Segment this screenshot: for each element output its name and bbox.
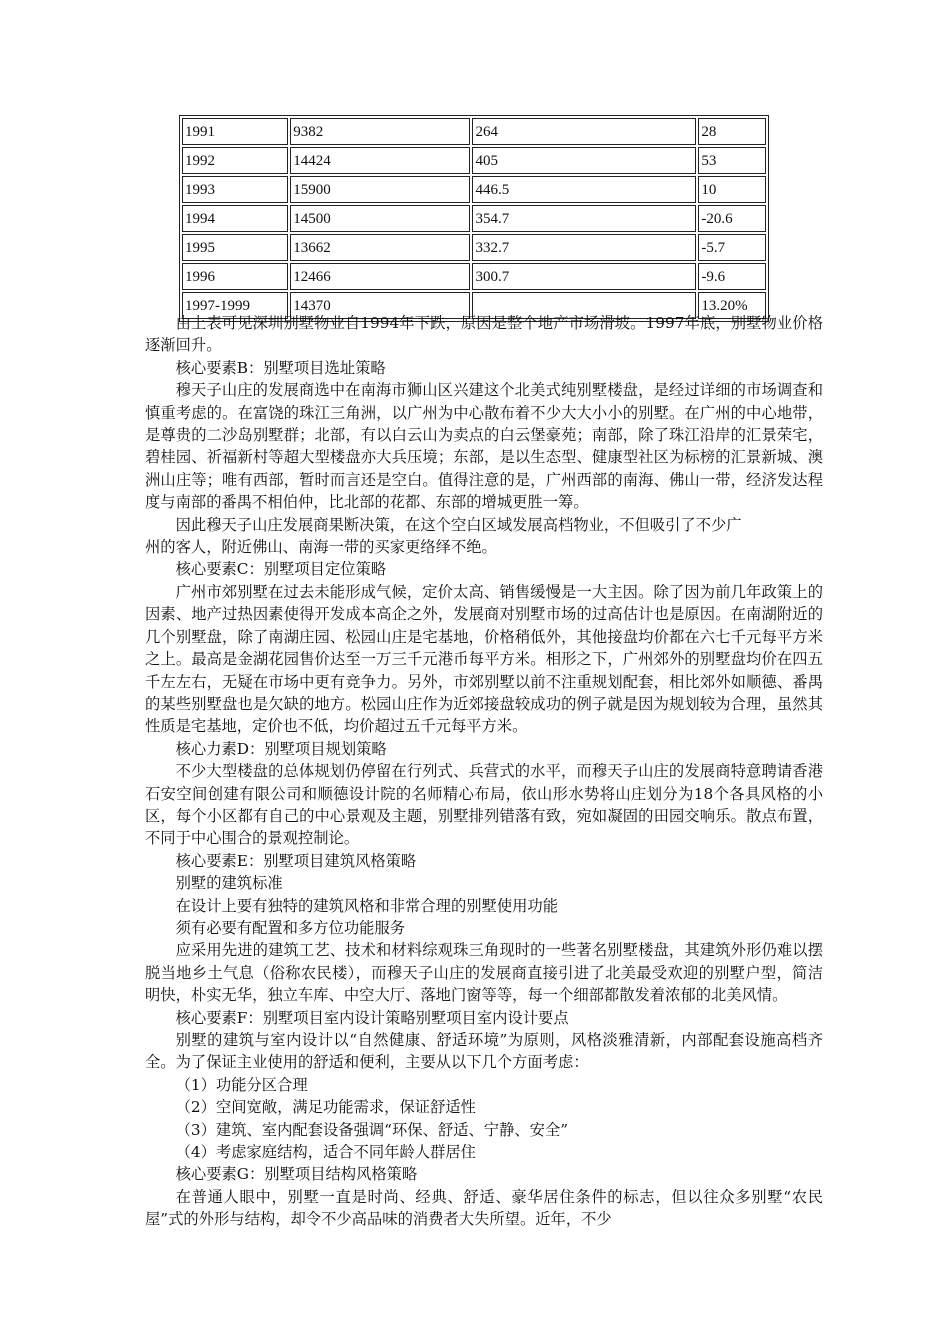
table-cell: 300.7	[472, 263, 696, 290]
paragraph: 不少大型楼盘的总体规划仍停留在行列式、兵营式的水平，而穆天子山庄的发展商特意聘请香港石安空间创建有限公司和顺德设计院的名师精心布局，依山形水势将山庄划分为18个各具风格的小区，每个小区都有自己的中心景观及主题，别墅排列错落有致，宛如凝固的田园交响乐。散点布置，不同于中心围合的景观控制论。	[145, 762, 823, 848]
list-item: （3）建筑、室内配套设备强调“环保、舒适、宁静、安全”	[175, 1120, 569, 1139]
table-cell: 9382	[290, 118, 470, 145]
table-cell: 1996	[182, 263, 288, 290]
table-row	[182, 234, 766, 261]
section-heading: 核心要素F：别墅项目室内设计策略别墅项目室内设计要点	[175, 1008, 569, 1027]
paragraph: 因此穆天子山庄发展商果断决策，在这个空白区域发展高档物业，不但吸引了不少广	[175, 515, 742, 534]
table-cell: 28	[698, 118, 766, 145]
price-table	[179, 115, 769, 322]
table-row	[182, 118, 766, 145]
table-cell: 14500	[290, 205, 470, 232]
table-cell: 13662	[290, 234, 470, 261]
table-cell: 405	[472, 147, 696, 174]
list-item: （2）空间宽敞，满足功能需求，保证舒适性	[175, 1098, 476, 1117]
table-cell: 12466	[290, 263, 470, 290]
list-item: （1）功能分区合理	[175, 1075, 308, 1094]
table-row	[182, 176, 766, 203]
paragraph: 应采用先进的建筑工艺、技术和材料综观珠三角现时的一些著名别墅楼盘，其建筑外形仍难以摆脱当地乡土气息（俗称农民楼），而穆天子山庄的发展商直接引进了北美最受欢迎的别墅户型，简洁明快，朴实无华，独立车库、中空大厅、落地门窗等等，每一个细部都散发着浓郁的北美风情。	[145, 941, 823, 1005]
paragraph: 广州市郊别墅在过去未能形成气候，定价太高、销售缓慢是一大主因。除了因为前几年政策上的因素、地产过热因素使得开发成本高企之外，发展商对别墅市场的过高估计也是原因。在南湖附近的几个别墅盘，除了南湖庄园、松园山庄是宅基地，价格稍低外，其他接盘均价都在六七千元每平方米之上。最高是金湖花园售价达至一万三千元港币每平方米。相形之下，广州郊外的别墅盘均价在四五千左左右，无疑在市场中更有竞争力。另外，市郊别墅以前不注重规划配套，相比郊外如顺德、番禺的某些别墅盘也是欠缺的地方。松园山庄作为近郊接盘较成功的例子就是因为规划较为合理，虽然其性质是宅基地，定价也不低，均价超过五千元每平方米。	[145, 582, 823, 736]
table-cell: 1993	[182, 176, 288, 203]
paragraph: 穆天子山庄的发展商选中在南海市狮山区兴建这个北美式纯别墅楼盘，是经过详细的市场调查和慎重考虑的。在富饶的珠江三角洲，以广州为中心散布着不少大大小小的别墅。在广州的中心地带，是尊贵的二沙岛别墅群；北部，有以白云山为卖点的白云堡豪苑；南部，除了珠江沿岸的汇景荣宅，碧桂园、祈福新村等超大型楼盘亦大兵压境；东部，是以生态型、健康型社区为标榜的汇景新城、澳洲山庄等；唯有西部，暂时而言还是空白。值得注意的是，广州西部的南海、佛山一带，经济发达程度与南部的番禺不相伯仲，比北部的花都、东部的增城更胜一筹。	[145, 381, 823, 512]
section-heading: 核心要素E：别墅项目建筑风格策略	[175, 851, 417, 870]
section-heading: 核心要素G：别墅项目结构风格策略	[175, 1165, 418, 1184]
table-cell: -20.6	[698, 205, 766, 232]
table-cell: -9.6	[698, 263, 766, 290]
section-heading: 核心要素C：别墅项目定位策略	[175, 560, 387, 579]
table-cell: 446.5	[472, 176, 696, 203]
paragraph: 在普通人眼中，别墅一直是时尚、经典、舒适、豪华居住条件的标志，但以往众多别墅“农民屋”式的外形与结构，却令不少高品味的消费者大失所望。近年，不少	[145, 1187, 823, 1229]
table-row	[182, 147, 766, 174]
table-cell: 14370	[290, 292, 470, 319]
body-text	[145, 312, 823, 1231]
table-cell: 13.20%	[698, 292, 766, 319]
section-heading: 核心力素D：别墅项目规划策略	[175, 739, 387, 758]
table-cell: 53	[698, 147, 766, 174]
table-cell: 15900	[290, 176, 470, 203]
table-cell: -5.7	[698, 234, 766, 261]
paragraph: 由上表可见深圳别墅物业自1994年下跌，原因是整个地产市场滑坡。1997年底，别墅物业价格逐渐回升。	[145, 314, 823, 355]
table-cell: 1995	[182, 234, 288, 261]
table-cell: 332.7	[472, 234, 696, 261]
table-cell: 14424	[290, 147, 470, 174]
section-heading: 核心要素B：别墅项目选址策略	[175, 358, 386, 377]
table-cell: 264	[472, 118, 696, 145]
paragraph: 须有必要有配置和多方位功能服务	[175, 918, 406, 937]
table-cell: 1991	[182, 118, 288, 145]
table-row	[182, 263, 766, 290]
list-item: （4）考虑家庭结构，适合不同年龄人群居住	[175, 1143, 476, 1162]
paragraph: 州的客人，附近佛山、南海一带的买家更络绎不绝。	[145, 538, 497, 557]
table-row	[182, 205, 766, 232]
table-cell: 354.7	[472, 205, 696, 232]
table-cell: 1992	[182, 147, 288, 174]
table-cell: 1997-1999	[182, 292, 288, 319]
paragraph: 在设计上要有独特的建筑风格和非常合理的别墅使用功能	[175, 896, 559, 915]
table-cell: 1994	[182, 205, 288, 232]
paragraph: 别墅的建筑与室内设计以“自然健康、舒适环境”为原则，风格淡雅清新，内部配套设施高档齐全。为了保证主业使用的舒适和便利，主要从以下几个方面考虑：	[145, 1031, 823, 1072]
table-cell: 10	[698, 176, 766, 203]
paragraph: 别墅的建筑标准	[175, 874, 283, 893]
